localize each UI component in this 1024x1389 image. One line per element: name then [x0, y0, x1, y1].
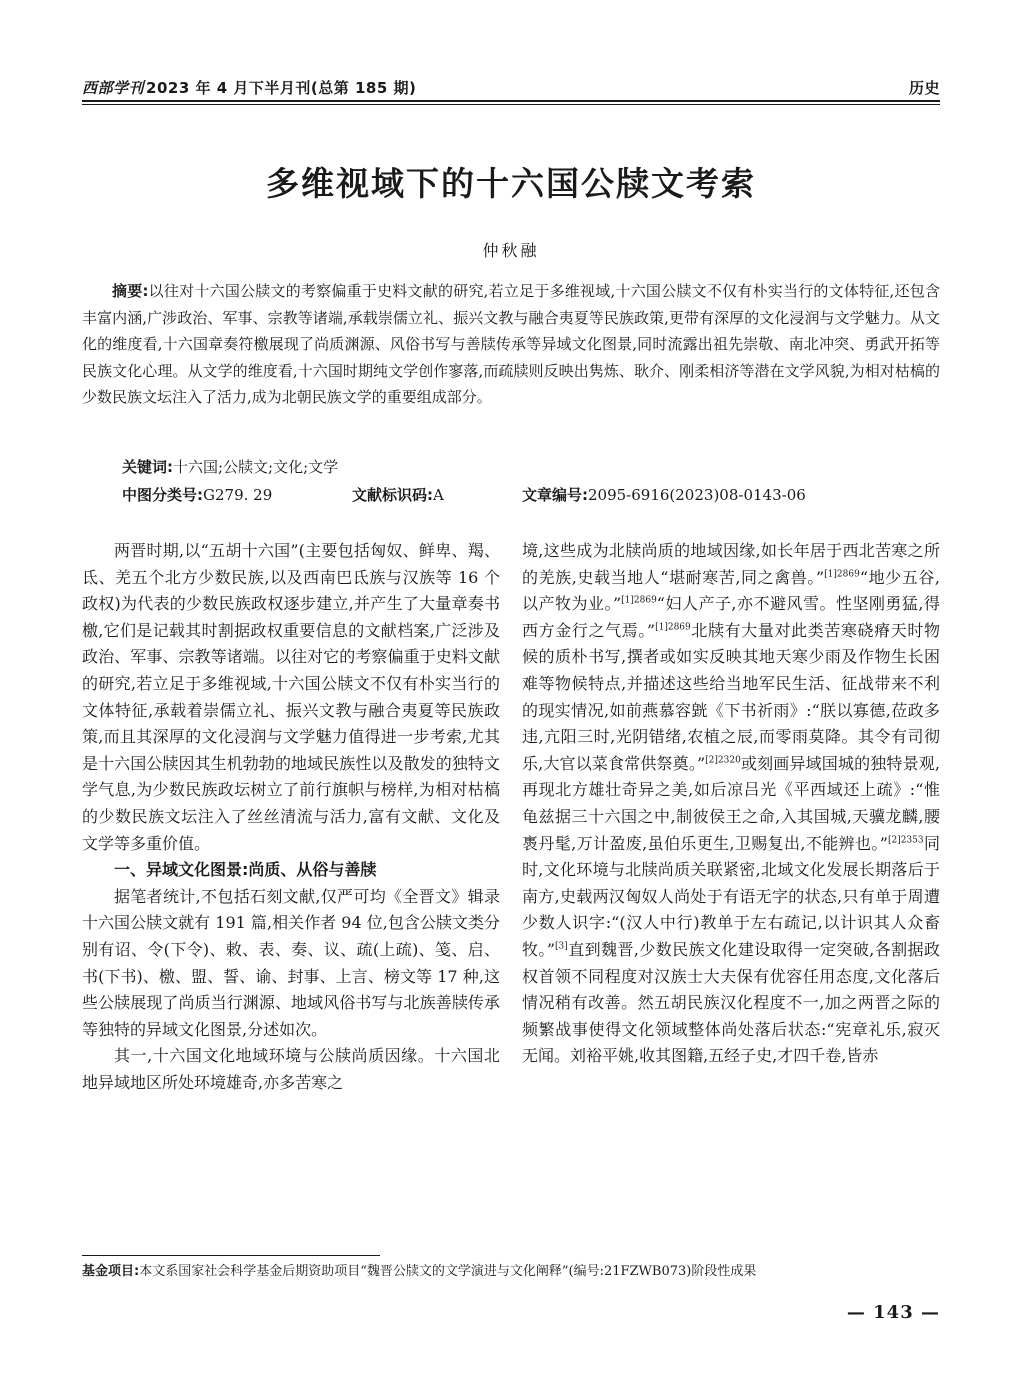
citation: [1]2869	[824, 569, 860, 580]
abstract-label: 摘要:	[112, 282, 149, 300]
article-value: 2095-6916(2023)08-0143-06	[588, 486, 806, 504]
body-column-right	[522, 538, 940, 1070]
body-text: “妇人产子,亦不避风雪。性坚刚勇猛,得西方金行之气焉。”	[522, 594, 940, 640]
footnote-text: 本文系国家社会科学基金后期资助项目“魏晋公牍文的文学演进与文化阐释”(编号:21FZWB073)阶段性成果	[139, 1264, 757, 1279]
citation: [2]2320	[705, 755, 741, 766]
clc-value: G279. 29	[203, 486, 273, 504]
doc-label: 文献标识码:	[352, 486, 433, 504]
abstract-text: 以往对十六国公牍文的考察偏重于史料文献的研究,若立足于多维视域,十六国公牍文不仅有朴实当行的文体特征,还包含丰富内涵,广涉政治、军事、宗教等诸端,承载崇儒立礼、振兴文教与融合夷夏等民族政策,更带有深厚的文化浸润与文学魅力。从文化的维度看,十六国章奏符檄展现了尚质渊源、风俗书写与善牍传承等异域文化图景,同时流露出祖先崇敬、南北冲突、勇武开拓等民族文化心理。从文学的维度看,十六国时期纯文学创作寥落,而疏牍则反映出隽炼、耿介、刚柔相济等潜在文学风貌,为相对枯槁的少数民族文坛注入了活力,成为北朝民族文学的重要组成部分。	[82, 282, 940, 407]
body-text: 同时,文化环境与北牍尚质关联紧密,北域文化发展长期落后于南方,史载两汉匈奴人尚处于有语无字的状态,只有单于周遭少数人识字:“(汉人中行)教单于左右疏记,以计识其人众畜牧。”	[522, 833, 940, 959]
abstract	[82, 278, 940, 411]
header-rule	[82, 100, 940, 102]
body-paragraph: 据笔者统计,不包括石刻文献,仅严可均《全晋文》辑录十六国公牍文就有 191 篇,相关作者 94 位,包含公牍文类分别有诏、令(下令)、敕、表、奏、议、疏(上疏)、笺、启、书(下书)、檄、盟、誓、谕、封事、上言、榜文等 17 种,这些公牍展现了尚质当行渊源、地域风俗书写与北族善牍传承等独特的异域文化图景,分述如次。	[82, 886, 500, 1039]
article-title: 多维视域下的十六国公牍文考索	[266, 164, 756, 203]
document-code	[352, 482, 444, 508]
keywords	[122, 454, 940, 480]
body-paragraph: 其一,十六国文化地域环境与公牍尚质因缘。十六国北地异域地区所处环境雄奇,亦多苦寒之	[82, 1046, 500, 1092]
header-rule-thin	[82, 104, 940, 105]
citation: [1]2869	[621, 595, 657, 606]
citation: [1]2869	[655, 622, 691, 633]
journal-logo: 西部学刊	[82, 79, 145, 97]
article-number	[522, 482, 806, 508]
body-text: 境,这些成为北牍尚质的地域因缘,如长年居于西北苦寒之所的羌族,史载当地人“堪耐寒苦,同之禽兽。”	[522, 541, 940, 587]
page-number: — 143 —	[846, 1302, 940, 1323]
keywords-text: 十六国;公牍文;文化;文学	[173, 458, 339, 476]
citation: [2]2353	[887, 835, 924, 846]
issue-info: 2023 年 4 月下半月刊(总第 185 期)	[146, 79, 417, 97]
body-paragraph	[522, 538, 940, 1070]
body-text: 直到魏晋,少数民族文化建设取得一定突破,各割据政权首领不同程度对汉族士大夫保有优容任用态度,文化落后情况稍有改善。然五胡民族汉化程度不一,加之两晋之际的频繁战事使得文化领域整体尚处落后状态:“宪章礼乐,寂灭无闻。刘裕平姚,收其图籍,五经子史,才四千卷,皆赤	[522, 939, 940, 1066]
keywords-label: 关键词:	[122, 458, 173, 476]
body-text: “地少五谷,以产牧为业。”	[522, 567, 940, 614]
article-label: 文章编号:	[522, 486, 588, 504]
citation: [3]	[555, 941, 568, 952]
section-heading: 一、异域文化图景:尚质、从俗与善牍	[114, 860, 377, 880]
section-name: 历史	[908, 79, 940, 97]
body-column-left	[82, 538, 500, 1096]
clc-number	[122, 482, 272, 508]
funding-footnote	[82, 1262, 940, 1282]
clc-label: 中图分类号:	[122, 486, 203, 504]
body-text: 北牍有大量对此类苦寒硗瘠天时物候的质朴书写,撰者或如实反映其地天寒少雨及作物生长困难等物候特点,并描述这些给当地军民生活、征战带来不利的现实情况,如前燕慕容皝《下书祈雨》:“朕以寡德,莅政多违,亢阳三时,光阴错绪,农植之辰,而零雨莫降。其令有司彻乐,大官以菜食常供祭奠。”	[522, 620, 940, 773]
body-paragraph: 两晋时期,以“五胡十六国”(主要包括匈奴、鲜卑、羯、氐、羌五个北方少数民族,以及西南巴氐族与汉族等 16 个政权)为代表的少数民族政权逐步建立,并产生了大量章奏书檄,它们是记载其时割据政权重要信息的文献档案,广泛涉及政治、军事、宗教等诸端。以往对它的考察偏重于史料文献的研究,若立足于多维视域,十六国公牍文不仅有朴实当行的文体特征,承载着崇儒立礼、振兴文教与融合夷夏等民族政策,而且其深厚的文化浸润与文学魅力值得进一步考索,尤其是十六国公牍因其生机勃勃的地域民族性以及散发的独特文学气息,为少数民族政坛树立了前行旗帜与榜样,为相对枯槁的少数民族文坛注入了丝丝清流与活力,富有文献、文化及文学等多重价值。	[82, 541, 500, 853]
doc-value: A	[433, 486, 444, 504]
running-header	[82, 68, 940, 98]
footnote-rule	[82, 1255, 380, 1256]
footnote-label: 基金项目:	[82, 1264, 140, 1279]
body-text: 或刻画异域国城的独特景观,再现北方雄壮奇异之美,如后凉吕光《平西域还上疏》:“惟龟兹据三十六国之中,制彼侯王之命,入其国城,天骥龙麟,腰褭丹髦,万计盈废,虽伯乐更生,卫赐复出,不能辨也。”	[522, 753, 940, 853]
article-author: 仲秋融	[482, 241, 540, 260]
journal-issue	[82, 77, 416, 98]
